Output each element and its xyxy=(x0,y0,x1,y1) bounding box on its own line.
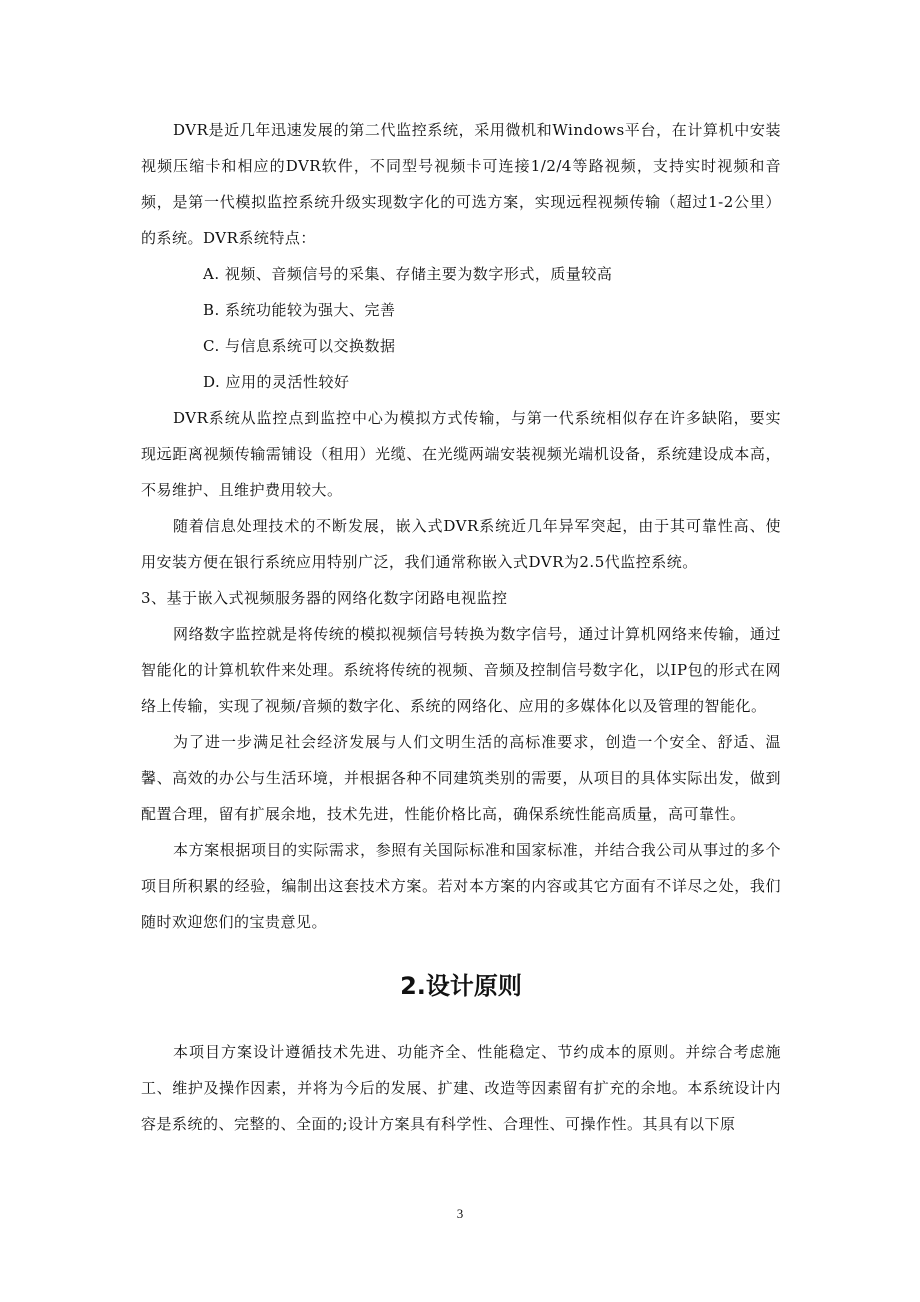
paragraph-requirements: 为了进一步满足社会经济发展与人们文明生活的高标准要求，创造一个安全、舒适、温馨、高效的办公与生活环境，并根据各种不同建筑类别的需要，从项目的具体实际出发，做到配置合理，留有扩展余地，技术先进，性能价格比高，确保系统性能高质量，高可靠性。 xyxy=(141,733,781,823)
feature-item: C. 与信息系统可以交换数据 xyxy=(203,337,396,355)
feature-item: A. 视频、音频信号的采集、存储主要为数字形式，质量较高 xyxy=(203,265,613,283)
paragraph-design-principles: 本项目方案设计遵循技术先进、功能齐全、性能稳定、节约成本的原则。并综合考虑施工、维护及操作因素，并将为今后的发展、扩建、改造等因素留有扩充的余地。本系统设计内容是系统的、完整的、全面的;设计方案具有科学性、合理性、可操作性。其具有以下原 xyxy=(141,1043,781,1133)
page-number: 3 xyxy=(456,1206,464,1221)
paragraph-dvr-transmission: DVR系统从监控点到监控中心为模拟方式传输，与第一代系统相似存在许多缺陷，要实现远距离视频传输需铺设（租用）光缆、在光缆两端安装视频光端机设备，系统建设成本高，不易维护、且维护费用较大。 xyxy=(141,409,781,499)
paragraph-plan-basis: 本方案根据项目的实际需求，参照有关国际标准和国家标准，并结合我公司从事过的多个项目所积累的经验，编制出这套技术方案。若对本方案的内容或其它方面有不详尽之处，我们随时欢迎您们的宝贵意见。 xyxy=(141,841,781,931)
section-title: 2.设计原则 xyxy=(400,972,522,1000)
feature-item: D. 应用的灵活性较好 xyxy=(203,373,350,391)
section3-heading: 3、基于嵌入式视频服务器的网络化数字闭路电视监控 xyxy=(141,589,508,607)
paragraph-network-monitoring: 网络数字监控就是将传统的模拟视频信号转换为数字信号，通过计算机网络来传输，通过智能化的计算机软件来处理。系统将传统的视频、音频及控制信号数字化，以IP包的形式在网络上传输，实现了视频/音频的数字化、系统的网络化、应用的多媒体化以及管理的智能化。 xyxy=(141,625,781,715)
page-content xyxy=(141,112,781,1142)
paragraph-embedded-dvr: 随着信息处理技术的不断发展，嵌入式DVR系统近几年异军突起，由于其可靠性高、使用安装方便在银行系统应用特别广泛，我们通常称嵌入式DVR为2.5代监控系统。 xyxy=(141,517,781,571)
paragraph-dvr-intro: DVR是近几年迅速发展的第二代监控系统，采用微机和Windows平台，在计算机中安装视频压缩卡和相应的DVR软件，不同型号视频卡可连接1/2/4等路视频，支持实时视频和音频，是第一代模拟监控系统升级实现数字化的可选方案，实现远程视频传输（超过1-2公里）的系统。DVR系统特点： xyxy=(141,121,781,247)
feature-item: B. 系统功能较为强大、完善 xyxy=(203,301,396,319)
